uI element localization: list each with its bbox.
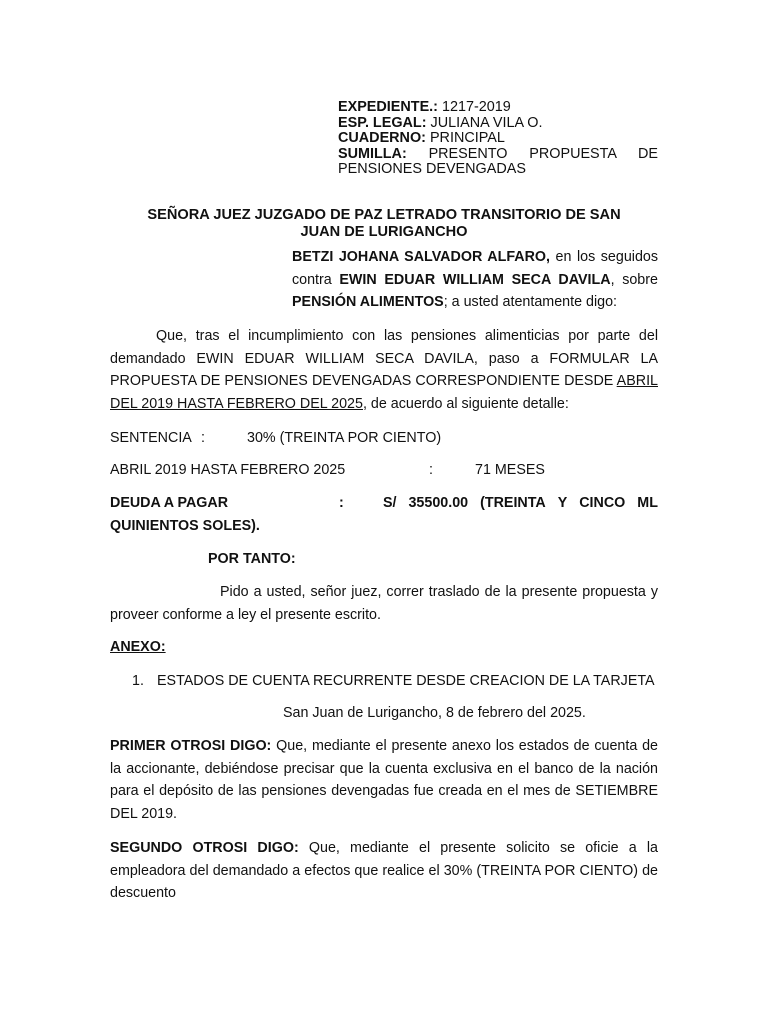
expediente-value: 1217-2019 (441, 99, 511, 115)
addressee-heading (110, 207, 658, 240)
intro-line (292, 269, 658, 292)
date-line: San Juan de Lurigancho, 8 de febrero del 2025. (283, 705, 586, 721)
deuda-colon: : (339, 495, 344, 511)
body-paragraph (110, 325, 658, 415)
esp-legal-value: JULIANA VILA O. (430, 114, 543, 131)
underlined-period: DEL 2019 HASTA FEBRERO DEL 2025, (110, 395, 367, 412)
deuda-word: Y (557, 495, 568, 511)
sumilla-word: PRESENTO (428, 145, 508, 162)
deuda-line (110, 492, 658, 515)
addressee-line: JUAN DE LURIGANCHO (300, 223, 468, 240)
por-tanto-heading: POR TANTO: (208, 551, 296, 567)
primer-otrosi-label: PRIMER OTROSI DIGO: (110, 738, 272, 754)
deuda-word: S/ (383, 495, 397, 511)
sumilla-word: PROPUESTA (529, 145, 617, 162)
body-text: de acuerdo al siguiente detalle: (366, 395, 569, 412)
matter: PENSIÓN ALIMENTOS (292, 294, 444, 311)
deuda-line: QUINIENTOS SOLES). (110, 517, 260, 534)
case-header (338, 100, 658, 178)
sentencia-label: SENTENCIA (110, 430, 192, 446)
underlined-period: ABRIL (616, 373, 658, 390)
intro-text: en los seguidos (555, 249, 658, 265)
primer-otrosi-text: Que, mediante el presente anexo los estados de cuenta de la accionante, debiéndose precisar que la cuenta exclusiva en el banco de la nación para el depósito de las pensiones devengadas fue creada en el mes de SETIEMBRE DEL 2019. (110, 738, 658, 822)
anexo-heading: ANEXO: (110, 639, 166, 655)
body-line (110, 393, 658, 416)
sumilla-continuation: PENSIONES DEVENGADAS (338, 161, 526, 178)
segundo-otrosi-label: SEGUNDO OTROSI DIGO: (110, 840, 299, 856)
sumilla-line (338, 147, 658, 163)
list-item-text: ESTADOS DE CUENTA RECURRENTE DESDE CREACION DE LA TARJETA (157, 673, 655, 689)
body-line: Que, tras el incumplimiento con las pensiones alimenticias por parte del (156, 328, 658, 344)
deuda-block (110, 492, 658, 537)
deuda-amount (383, 492, 658, 515)
intro-line (292, 246, 658, 269)
body-text: PROPUESTA DE PENSIONES DEVENGADAS CORRESPONDIENTE DESDE (110, 373, 617, 390)
por-tanto-line: Pido a usted, señor juez, correr traslado de la presente propuesta y (220, 584, 658, 600)
cuaderno-line (338, 131, 658, 147)
periodo-label: ABRIL 2019 HASTA FEBRERO 2025 (110, 462, 346, 478)
deuda-word: ML (637, 495, 658, 511)
defendant-name: EWIN EDUAR WILLIAM SECA DAVILA (339, 271, 611, 288)
esp-legal-line (338, 116, 658, 132)
addressee-line: SEÑORA JUEZ JUZGADO DE PAZ LETRADO TRANSITORIO DE SAN (147, 207, 621, 223)
intro-text: , sobre (610, 271, 658, 288)
sentencia-colon: : (201, 430, 205, 446)
plaintiff-name: BETZI JOHANA SALVADOR ALFARO, (292, 249, 551, 265)
intro-text: contra (292, 271, 332, 288)
deuda-label: DEUDA A PAGAR (110, 495, 229, 511)
primer-otrosi-paragraph (110, 735, 658, 825)
intro-text: ; a usted atentamente digo: (443, 294, 618, 311)
cuaderno-value: PRINCIPAL (429, 130, 505, 147)
sentencia-value: 30% (TREINTA POR CIENTO) (247, 430, 442, 446)
list-item-number: 1. (132, 673, 144, 689)
deuda-word: CINCO (579, 495, 626, 511)
deuda-word: 35500.00 (408, 495, 469, 511)
segundo-otrosi-text: Que, mediante el presente solicito se oficie a la empleadora del demandado a efectos que realice el 30% (TREINTA POR CIENTO) de descuento (110, 840, 658, 902)
sumilla-label: SUMILLA: (338, 145, 407, 162)
expediente-label: EXPEDIENTE.: (338, 99, 438, 115)
segundo-otrosi-paragraph (110, 837, 658, 905)
por-tanto-line: proveer conforme a ley el presente escrito. (110, 606, 381, 623)
body-line (110, 370, 658, 393)
expediente-line (338, 100, 658, 116)
deuda-word: (TREINTA (480, 495, 546, 511)
list-item (132, 672, 655, 690)
intro-line (292, 291, 658, 314)
sumilla-word: DE (638, 145, 658, 162)
body-line: demandado EWIN EDUAR WILLIAM SECA DAVILA, paso a FORMULAR LA (110, 350, 658, 367)
cuaderno-label: CUADERNO: (338, 130, 426, 147)
anexo-list (132, 672, 655, 690)
periodo-colon: : (429, 462, 433, 478)
periodo-value: 71 MESES (475, 462, 545, 478)
intro-paragraph (292, 246, 658, 314)
esp-legal-label: ESP. LEGAL: (338, 114, 427, 131)
por-tanto-paragraph (110, 581, 658, 626)
